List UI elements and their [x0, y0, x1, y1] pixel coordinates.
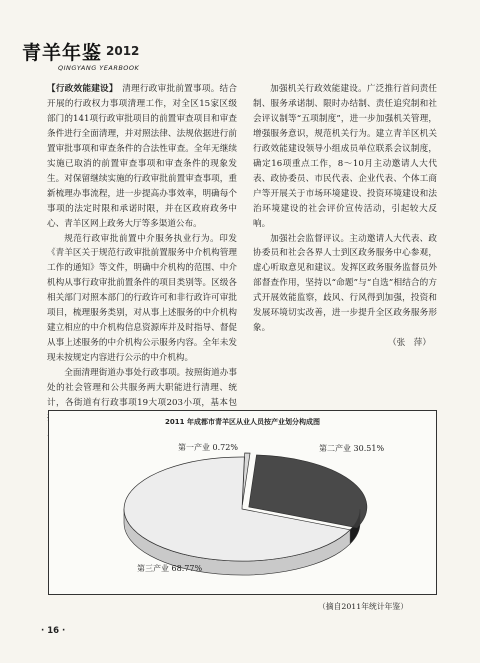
yearbook-year: 2012 [106, 44, 140, 58]
chart-source: （摘自2011年统计年鉴） [318, 602, 409, 611]
text-column-left [47, 82, 237, 441]
text-column-right [253, 82, 437, 351]
pie-label-1: 第一产业 0.72% [178, 443, 238, 452]
paragraph-2: 规范行政审批前置中介服务执业行为。印发《青羊区关于规范行政审批前置服务中介机构管理工作的通知》等文件，明确中介机构的范围、中介机构从事行政审批前置条件的项目类别等。区级各相关部门对照本部门的行政许可和非行政许可审批项目，梳理服务类别，对从事上述服务的中介机构建立相应的中介机构信息资源库并及时指导、督促从事上述服务的中介机构公示服务内容。全年未发现未按规定内容进行公示的中介机构。 [47, 233, 237, 364]
chart-title: 2011 年成都市青羊区从业人员按产业划分构成图 [165, 418, 320, 426]
pie-label-2: 第二产业 30.51% [319, 444, 385, 453]
author-signature: （张 萍） [388, 338, 431, 349]
section-tag: 【行政效能建设】 [47, 84, 114, 94]
page-header [22, 38, 182, 78]
paragraph-1 [47, 82, 237, 232]
pie-label-3: 第三产业 68.77% [137, 564, 203, 573]
paragraph-3: 全面清理街道办事处行政事项。按照街道办事处的社会管理和公共服务两大职能进行清理、统计，各街道有行政事项19大项203小项，基本包 [47, 368, 237, 409]
paragraph-4: 加强机关行政效能建设。广泛推行首问责任制、服务承诺制、限时办结制、责任追究制和社会评议制等“五项制度”，进一步加强机关管理，增强服务意识，规范机关行为。建立青羊区机关行政效能建设领导小组成员单位联系会议制度，确定16项重点工作，8～10月主动邀请人大代表、政协委员、市民代表、企业代表、个体工商户等开展关于市场环境建设、投资环境建设和法治环境建设的社会评价宣传活动，引起较大反响。 [253, 84, 437, 229]
page-number: · 16 · [41, 626, 66, 636]
paragraph-5: 加强社会监督评议。主动邀请人大代表、政协委员和社会各界人士到区政务服务中心参观，虚心听取意见和建议。发挥区政务服务监督员外部督查作用，坚持以“命题”与“自选”相结合的方式开展效能监察，歧风、行风得到加强，投资和发展环境切实改善，进一步提升全区政务服务形象。 [253, 233, 437, 334]
pie-chart-panel [48, 410, 437, 595]
paragraph-1-text: 清理行政审批前置事项。结合开展的行政权力事项清理工作，对全区15家区级部门的141项行政审批项目的前置审查项目和审查条件进行全面清理，并对照法律、法规依据进行前置审批事项和审查条件的合法性审查。全年无继续实施已取消的前置审查事项和审查条件的现象发生。对保留继续实施的行政审批前置审查事项，重新梳理办事流程，进一步提高办事效率，明确每个事项的法定时限和承诺时限，并在区政府政务中心、青羊区网上政务大厅等多渠道公布。 [47, 84, 237, 229]
yearbook-english-title: QINGYANG YEARBOOK [58, 64, 140, 72]
pie-chart [49, 411, 436, 594]
yearbook-logo: 青羊年鉴 [22, 42, 103, 64]
